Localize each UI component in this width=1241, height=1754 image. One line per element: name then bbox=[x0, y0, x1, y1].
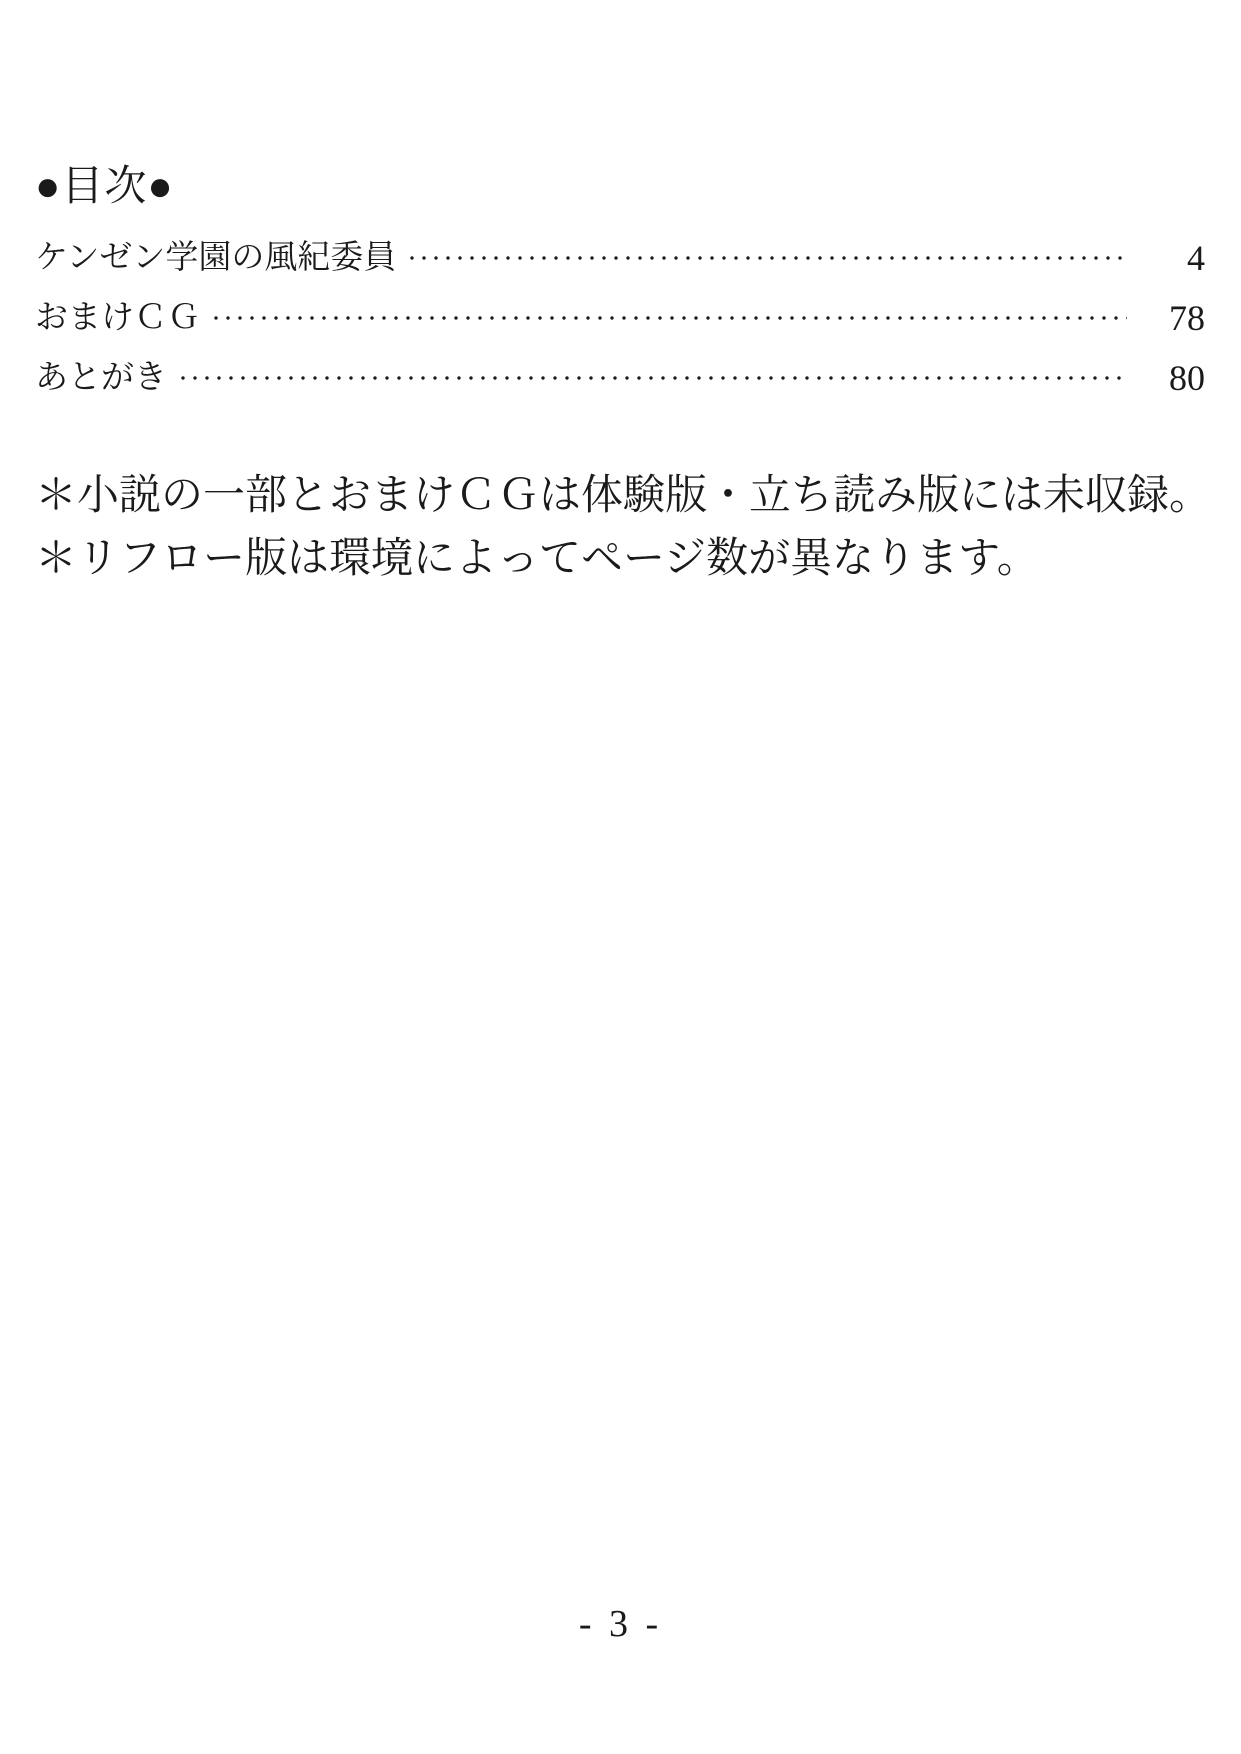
toc-entry-page-number: 80 bbox=[1169, 358, 1205, 398]
toc-entry bbox=[35, 288, 1205, 348]
toc-heading: ●目次● bbox=[35, 164, 174, 210]
page-number-footer: - 3 - bbox=[578, 1603, 663, 1645]
toc-entry bbox=[35, 228, 1205, 288]
toc-list bbox=[35, 228, 1205, 408]
dot-leader bbox=[175, 348, 1127, 408]
toc-entry-page-number: 4 bbox=[1187, 238, 1205, 278]
note-line: ＊リフロー版は環境によってページ数が異なります。 bbox=[35, 536, 1039, 582]
toc-entry-title: ケンゼン学園の風紀委員 bbox=[35, 240, 397, 276]
dot-leader bbox=[404, 228, 1127, 288]
toc-entry bbox=[35, 348, 1205, 408]
toc-entry-title: おまけＣＧ bbox=[35, 300, 200, 336]
toc-entry-title: あとがき bbox=[35, 360, 167, 396]
notes-section bbox=[35, 465, 1212, 591]
note-line: ＊小説の一部とおまけＣＧは体験版・立ち読み版には未収録。 bbox=[35, 473, 1212, 519]
toc-entry-page-number: 78 bbox=[1169, 298, 1205, 338]
dot-leader bbox=[208, 288, 1127, 348]
